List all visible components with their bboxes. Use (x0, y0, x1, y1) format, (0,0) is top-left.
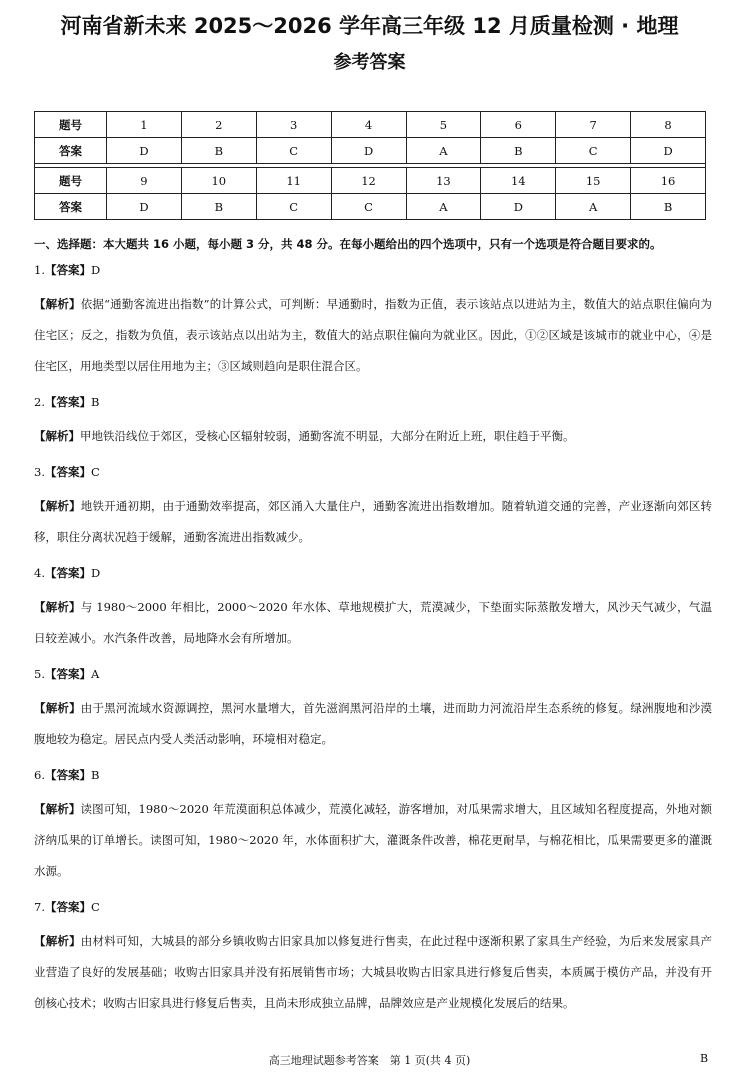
answer-cell: B (181, 138, 256, 164)
analysis-tag: 【解析】 (34, 429, 80, 443)
answer-value: D (90, 566, 101, 580)
question-number: 13 (406, 168, 481, 194)
question-number: 2 (181, 112, 256, 138)
question-number-label: 4. (34, 566, 45, 580)
answer-row-1 (35, 138, 706, 164)
analysis-paragraph (34, 926, 712, 1019)
answer-value: A (90, 667, 100, 681)
answer-line (34, 563, 712, 583)
analysis-text: 由于黑河流域水资源调控，黑河水量增大，首先滋润黑河沿岸的土壤，进而助力河流沿岸生态系统的修复。绿洲腹地和沙漠腹地较为稳定。居民点内受人类活动影响，环境相对稳定。 (34, 701, 713, 746)
question-number: 8 (631, 112, 706, 138)
answer-cell: B (181, 194, 256, 220)
answer-tag: 【答案】 (44, 263, 91, 277)
answer-value: B (90, 768, 100, 782)
answer-cell: C (331, 194, 406, 220)
answer-line (34, 897, 712, 917)
row-label-question: 题号 (35, 112, 107, 138)
answer-cell: D (107, 194, 182, 220)
answer-cell: C (256, 138, 331, 164)
answer-tag: 【答案】 (44, 566, 91, 580)
question-block (34, 664, 712, 755)
analysis-text: 与 1980～2000 年相比，2000～2020 年水体、草地规模扩大，荒漠减少，下垫面实际蒸散发增大，风沙天气减少，气温日较差减小。水汽条件改善，局地降水会有所增加。 (34, 600, 713, 645)
answer-line (34, 392, 712, 412)
analysis-text: 读图可知，1980～2020 年荒漠面积总体减少，荒漠化减轻，游客增加，对瓜果需求增大，且区域知名程度提高，外地对额济纳瓜果的订单增长。读图可知，1980～2020 年，水体面积扩大，灌溉条件改善，棉花更耐旱，与棉花相比，瓜果需要更多的灌溉水源。 (34, 802, 712, 878)
answer-cell: A (406, 194, 481, 220)
answer-value: B (90, 395, 100, 409)
question-number: 12 (331, 168, 406, 194)
question-block (34, 897, 712, 1019)
answer-cell: B (481, 138, 556, 164)
question-number: 6 (481, 112, 556, 138)
question-number-label: 7. (34, 900, 45, 914)
question-block (34, 260, 712, 382)
answer-cell: A (406, 138, 481, 164)
answer-line (34, 462, 712, 482)
question-number-row-1 (35, 112, 706, 138)
question-number: 5 (406, 112, 481, 138)
answer-line (34, 260, 712, 280)
row-label-question: 题号 (35, 168, 107, 194)
question-number-label: 1. (34, 263, 45, 277)
analysis-paragraph (34, 592, 712, 654)
answer-cell: C (256, 194, 331, 220)
analysis-tag: 【解析】 (34, 499, 81, 513)
page-footer: 高三地理试题参考答案 第 1 页(共 4 页) (268, 1054, 471, 1067)
answer-cell: D (481, 194, 556, 220)
answer-line (34, 664, 712, 684)
answer-table (34, 111, 706, 220)
answer-cell: A (556, 194, 631, 220)
row-label-answer: 答案 (35, 194, 107, 220)
answer-value: D (90, 263, 101, 277)
question-block (34, 765, 712, 887)
question-number: 1 (107, 112, 182, 138)
analysis-tag: 【解析】 (34, 297, 81, 311)
answer-line (34, 765, 712, 785)
answer-cell: D (631, 138, 706, 164)
version-label: B (700, 1052, 709, 1065)
analysis-tag: 【解析】 (34, 600, 81, 614)
answer-tag: 【答案】 (44, 768, 91, 782)
question-block (34, 462, 712, 553)
analysis-paragraph (34, 421, 712, 452)
section-heading: 一、选择题：本大题共 16 小题，每小题 3 分，共 48 分。在每小题给出的四个选项中，只有一个选项是符合题目要求的。 (34, 237, 662, 251)
question-number: 14 (481, 168, 556, 194)
question-number: 3 (256, 112, 331, 138)
question-number-row-2 (35, 168, 706, 194)
question-number: 4 (331, 112, 406, 138)
analysis-text: 由材料可知，大城县的部分乡镇收购古旧家具加以修复进行售卖，在此过程中逐渐积累了家具生产经验，为后来发展家具产业营造了良好的发展基础；收购古旧家具并没有拓展销售市场；大城县收购古旧家具进行修复后售卖，本质属于模仿产品，并没有开创核心技术；收购古旧家具进行修复后售卖，且尚未形成独立品牌，品牌效应是产业规模化发展后的结果。 (34, 934, 713, 1010)
question-number: 16 (631, 168, 706, 194)
analysis-tag: 【解析】 (34, 802, 81, 816)
question-block (34, 392, 712, 452)
question-number: 15 (556, 168, 631, 194)
row-label-answer: 答案 (35, 138, 107, 164)
answer-cell: D (331, 138, 406, 164)
question-number-label: 6. (34, 768, 45, 782)
analysis-tag: 【解析】 (34, 934, 81, 948)
question-number-label: 2. (34, 395, 45, 409)
answer-tag: 【答案】 (44, 395, 91, 409)
answer-cell: B (631, 194, 706, 220)
analysis-paragraph (34, 794, 712, 887)
analysis-text: 地铁开通初期，由于通勤效率提高，郊区涌入大量住户，通勤客流进出指数增加。随着轨道交通的完善，产业逐渐向郊区转移，职住分离状况趋于缓解，通勤客流进出指数减少。 (34, 499, 713, 544)
analysis-text: 依据“通勤客流进出指数”的计算公式，可判断：早通勤时，指数为正值，表示该站点以进站为主，数值大的站点职住偏向为住宅区；反之，指数为负值，表示该站点以出站为主，数值大的站点职住偏向为就业区。因此，①②区域是该城市的就业中心，④是住宅区，用地类型以居住用地为主；③区域则趋向是职住混合区。 (34, 297, 712, 373)
answer-row-2 (35, 194, 706, 220)
question-number-label: 5. (34, 667, 45, 681)
question-block (34, 563, 712, 654)
page-subtitle: 参考答案 (333, 52, 406, 73)
analysis-paragraph (34, 693, 712, 755)
answer-cell: C (556, 138, 631, 164)
page-title: 河南省新未来 2025～2026 学年高三年级 12 月质量检测 · 地理 (60, 14, 679, 38)
analysis-tag: 【解析】 (34, 701, 81, 715)
answer-tag: 【答案】 (44, 667, 91, 681)
analysis-text: 甲地铁沿线位于郊区，受核心区辐射较弱，通勤客流不明显，大部分在附近上班，职住趋于平衡。 (80, 429, 575, 443)
question-number: 9 (107, 168, 182, 194)
answer-cell: D (107, 138, 182, 164)
analysis-paragraph (34, 289, 712, 382)
answer-tag: 【答案】 (44, 900, 91, 914)
analysis-paragraph (34, 491, 712, 553)
answer-value: C (90, 465, 100, 479)
question-number: 10 (181, 168, 256, 194)
question-number: 11 (256, 168, 331, 194)
answer-tag: 【答案】 (44, 465, 91, 479)
question-number: 7 (556, 112, 631, 138)
answer-explanations (34, 260, 712, 1029)
question-number-label: 3. (34, 465, 45, 479)
answer-value: C (90, 900, 100, 914)
